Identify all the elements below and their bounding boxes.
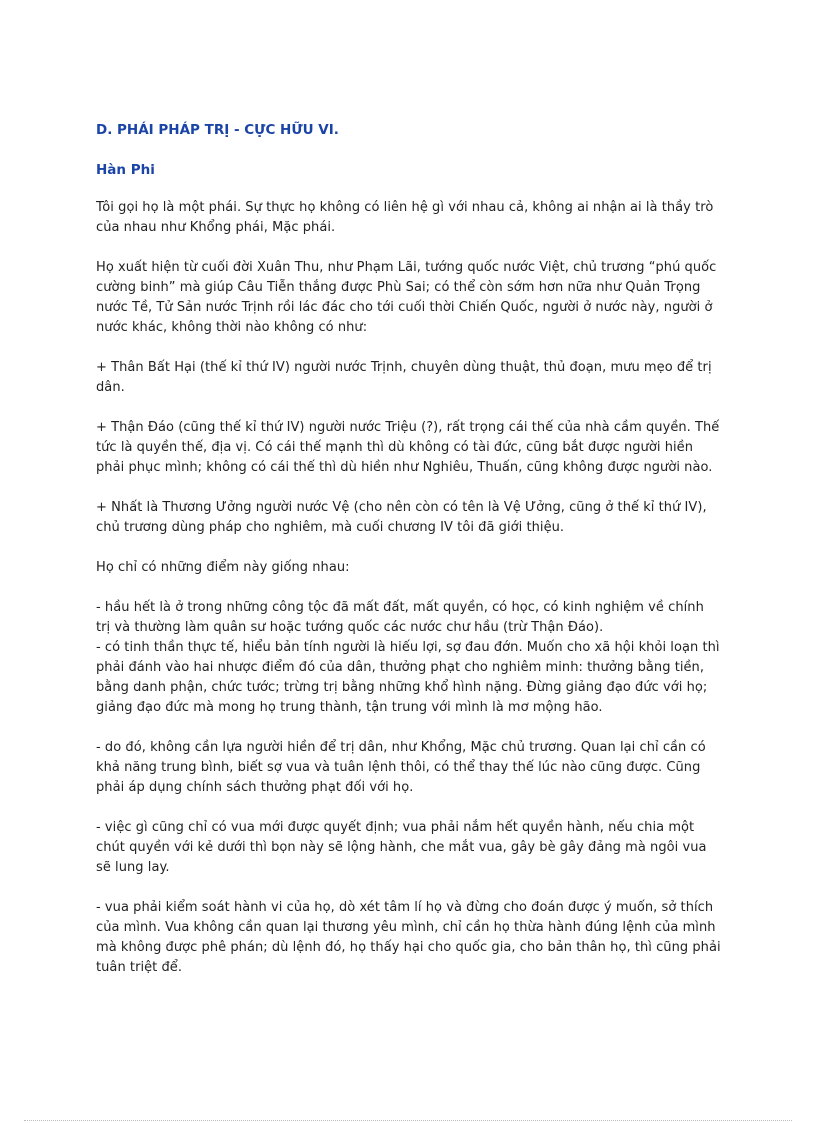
paragraph-common-points: Họ chỉ có những điểm này giống nhau: [96,560,350,575]
paragraph-origins: Họ xuất hiện từ cuối đời Xuân Thu, như Phạm Lãi, tướng quốc nước Việt, chủ trương “phú quốc cường binh” mà giúp Câu Tiễn thắng được Phù Sai; có thể còn sớm hơn nữa như Quản Trọng nước Tề, Tử Sản nước Trịnh rồi lác đác cho tới cuối thời Chiến Quốc, người ở nước này, người ở nước khác, không thời nào không có như: [96,260,717,335]
paragraph-intro: Tôi gọi họ là một phái. Sự thực họ không có liên hệ gì với nhau cả, không ai nhận ai là thầy trò của nhau như Khổng phái, Mặc phái. [96,200,714,235]
page-footer-divider [24,1120,792,1121]
section-heading: D. PHÁI PHÁP TRỊ - CỰC HỮU VI. [96,122,339,138]
paragraph-point-1: - hầu hết là ở trong những công tộc đã mất đất, mất quyền, có học, có kinh nghiệm về chính trị và thường làm quân sư hoặc tướng quốc các nước chư hầu (trừ Thận Đáo). [96,600,704,635]
paragraph-point-3: - do đó, không cần lựa người hiền để trị dân, như Khổng, Mặc chủ trương. Quan lại chỉ cần có khả năng trung bình, biết sợ vua và tuân lệnh thôi, có thể thay thế lúc nào cũng được. Cũng phải áp dụng chính sách thưởng phạt đối với họ. [96,740,706,795]
paragraph-than-bat-hai: + Thân Bất Hại (thế kỉ thứ IV) người nước Trịnh, chuyên dùng thuật, thủ đoạn, mưu mẹo để trị dân. [96,360,712,395]
paragraph-point-5: - vua phải kiểm soát hành vi của họ, dò xét tâm lí họ và đừng cho đoán được ý muốn, sở thích của mình. Vua không cần quan lại thương yêu mình, chỉ cần họ thừa hành đúng lệnh của mình mà không được phê phán; dù lệnh đó, họ thấy hại cho quốc gia, cho bản thân họ, thì cũng phải tuân triệt để. [96,900,721,975]
paragraph-point-2: - có tinh thần thực tế, hiểu bản tính người là hiếu lợi, sợ đau đớn. Muốn cho xã hội khỏi loạn thì phải đánh vào hai nhược điểm đó của dân, thưởng phạt cho nghiêm minh: thưởng bằng tiền, bằng danh phận, chức tước; trừng trị bằng những khổ hình nặng. Đừng giảng đạo đức với họ; giảng đạo đức mà mong họ trung thành, tận trung với mình là mơ mộng hão. [96,640,720,715]
document-page [96,120,722,998]
paragraph-thuong-uong: + Nhất là Thương Ưởng người nước Vệ (cho nên còn có tên là Vệ Ưởng, cũng ở thế kỉ thứ IV), chủ trương dùng pháp cho nghiêm, mà cuối chương IV tôi đã giới thiệu. [96,500,707,535]
author-heading: Hàn Phi [96,162,155,178]
paragraph-point-4: - việc gì cũng chỉ có vua mới được quyết định; vua phải nắm hết quyền hành, nếu chia một chút quyền với kẻ dưới thì bọn này sẽ lộng hành, che mắt vua, gây bè gây đảng mà ngôi vua sẽ lung lay. [96,820,707,875]
paragraph-than-dao: + Thận Đáo (cũng thế kỉ thứ IV) người nước Triệu (?), rất trọng cái thế của nhà cầm quyền. Thế tức là quyền thế, địa vị. Có cái thế mạnh thì dù không có tài đức, cũng bắt được người hiền phải phục mình; không có cái thế thì dù hiền như Nghiêu, Thuấn, cũng không được người nào. [96,420,720,475]
